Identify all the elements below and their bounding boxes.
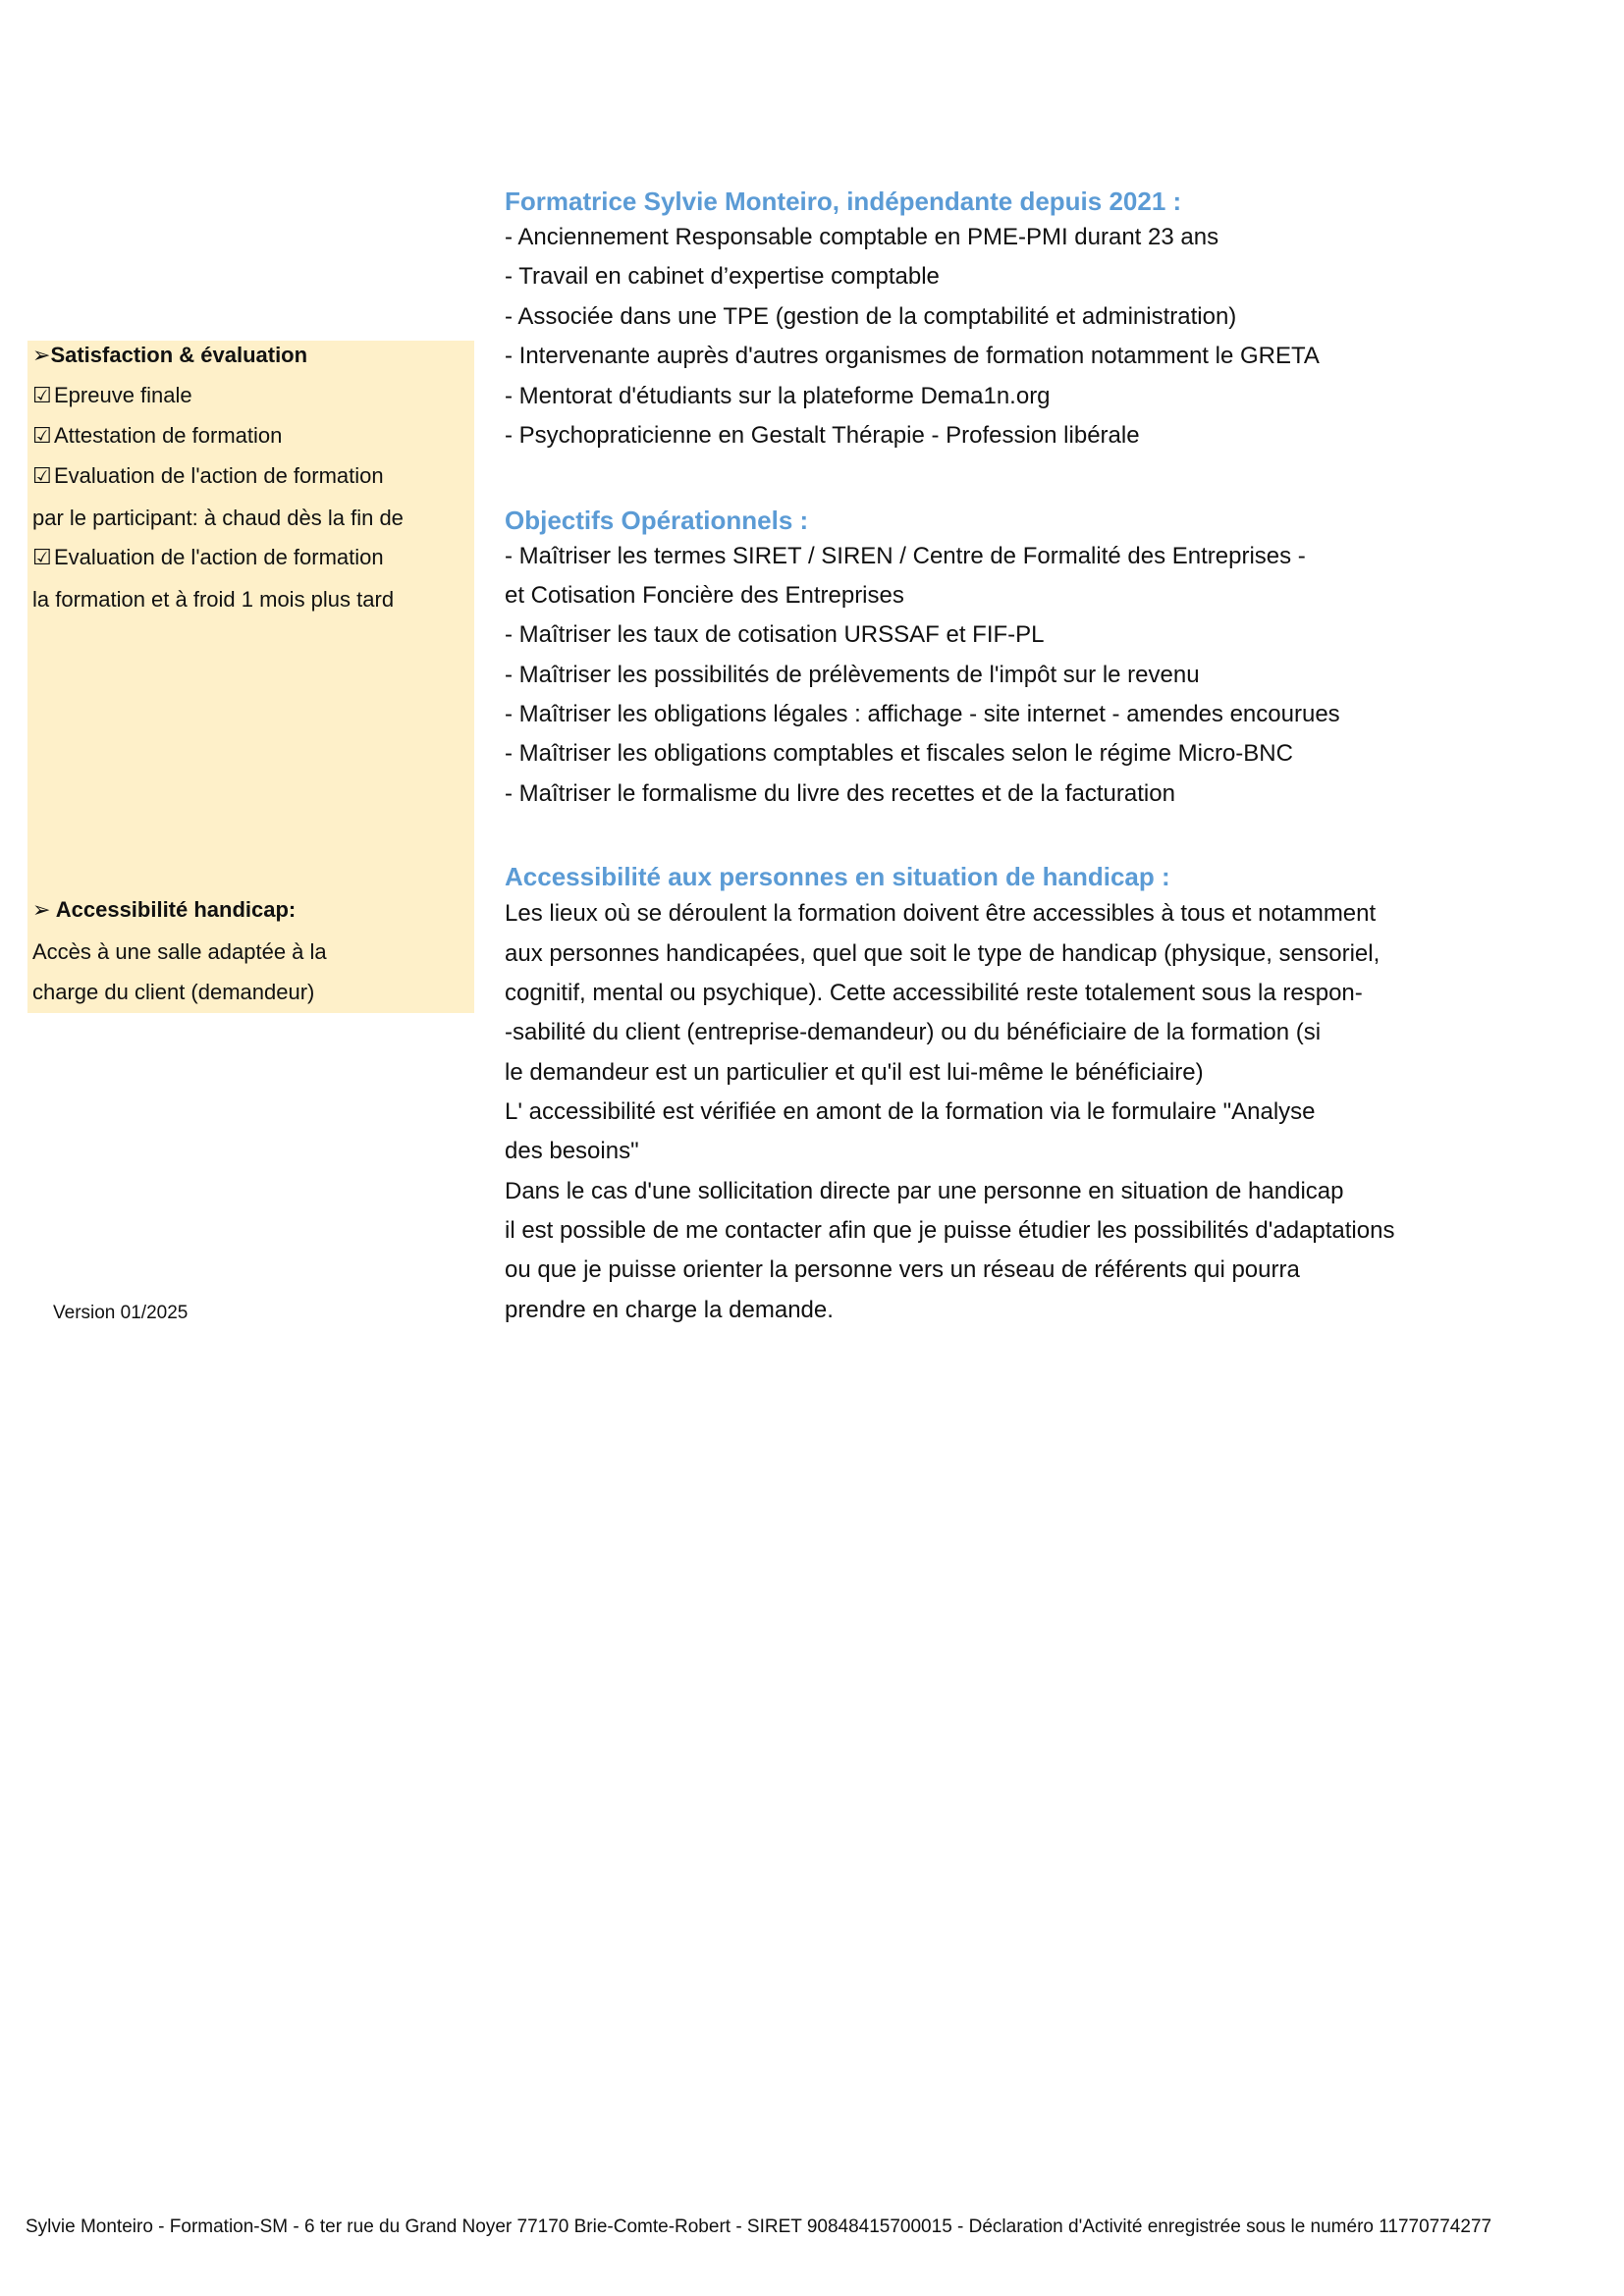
accessibility-sidebar-line: Accès à une salle adaptée à la [32,939,327,964]
version-label: Version 01/2025 [53,1303,189,1323]
objectives-heading: Objectifs Opérationnels : [505,506,809,535]
objective-line: - Maîtriser les obligations comptables et fiscales selon le régime Micro-BNC [505,740,1293,767]
accessibility-sidebar-line: charge du client (demandeur) [32,980,315,1004]
satisfaction-item: la formation et à froid 1 mois plus tard [32,587,395,612]
arrow-bullet-icon: ➢ [32,897,51,922]
satisfaction-heading: ➢Satisfaction & évaluation [32,343,308,367]
accessibility-line: L' accessibilité est vérifiée en amont de la formation via le formulaire "Analyse [505,1098,1316,1125]
objective-line: - Maîtriser les taux de cotisation URSSAF et FIF-PL [505,621,1045,648]
checkbox-checked-icon: ☑ [32,545,52,569]
objective-line: et Cotisation Foncière des Entreprises [505,582,904,609]
trainer-line: - Psychopraticienne en Gestalt Thérapie - Profession libérale [505,422,1140,449]
sidebar-panel [27,341,474,1013]
satisfaction-item: ☑ Epreuve finale [32,383,192,407]
objective-line: - Maîtriser les termes SIRET / SIREN / Centre de Formalité des Entreprises - [505,543,1306,569]
accessibility-line: aux personnes handicapées, quel que soit le type de handicap (physique, sensoriel, [505,940,1380,967]
objective-line: - Maîtriser les obligations légales : affichage - site internet - amendes encourues [505,701,1340,727]
accessibility-sidebar-heading: ➢ Accessibilité handicap: [32,897,297,922]
trainer-heading: Formatrice Sylvie Monteiro, indépendante depuis 2021 : [505,187,1182,216]
trainer-line: - Intervenante auprès d'autres organismes de formation notamment le GRETA [505,343,1320,369]
accessibility-line: Les lieux où se déroulent la formation doivent être accessibles à tous et notamment [505,900,1377,927]
checkbox-checked-icon: ☑ [32,383,52,407]
satisfaction-item: ☑ Evaluation de l'action de formation [32,545,384,569]
trainer-line: - Associée dans une TPE (gestion de la comptabilité et administration) [505,303,1237,330]
accessibility-line: des besoins" [505,1138,639,1164]
arrow-bullet-icon: ➢ [32,343,51,367]
trainer-line: - Mentorat d'étudiants sur la plateforme Dema1n.org [505,383,1051,409]
satisfaction-item: par le participant: à chaud dès la fin de [32,506,404,530]
page-footer: Sylvie Monteiro - Formation-SM - 6 ter rue du Grand Noyer 77170 Brie-Comte-Robert - SIRET 90848415700015 - Déclaration d'Activité enregistrée sous le numéro 11770774277 [26,2216,1492,2237]
trainer-line: - Travail en cabinet d’expertise comptable [505,263,940,290]
checkbox-checked-icon: ☑ [32,463,52,488]
accessibility-line: cognitif, mental ou psychique). Cette accessibilité reste totalement sous la respon- [505,980,1363,1006]
accessibility-line: Dans le cas d'une sollicitation directe par une personne en situation de handicap [505,1178,1344,1204]
accessibility-line: ou que je puisse orienter la personne vers un réseau de référents qui pourra [505,1256,1300,1283]
satisfaction-item: ☑ Evaluation de l'action de formation [32,463,384,488]
accessibility-line: il est possible de me contacter afin que je puisse étudier les possibilités d'adaptations [505,1217,1395,1244]
objective-line: - Maîtriser le formalisme du livre des recettes et de la facturation [505,780,1175,807]
satisfaction-item: ☑ Attestation de formation [32,423,283,448]
checkbox-checked-icon: ☑ [32,423,52,448]
objective-line: - Maîtriser les possibilités de prélèvements de l'impôt sur le revenu [505,662,1200,688]
accessibility-heading: Accessibilité aux personnes en situation de handicap : [505,862,1170,891]
trainer-line: - Anciennement Responsable comptable en PME-PMI durant 23 ans [505,224,1219,250]
accessibility-line: -sabilité du client (entreprise-demandeur) ou du bénéficiaire de la formation (si [505,1019,1322,1045]
accessibility-line: prendre en charge la demande. [505,1297,834,1323]
accessibility-line: le demandeur est un particulier et qu'il est lui-même le bénéficiaire) [505,1059,1204,1086]
